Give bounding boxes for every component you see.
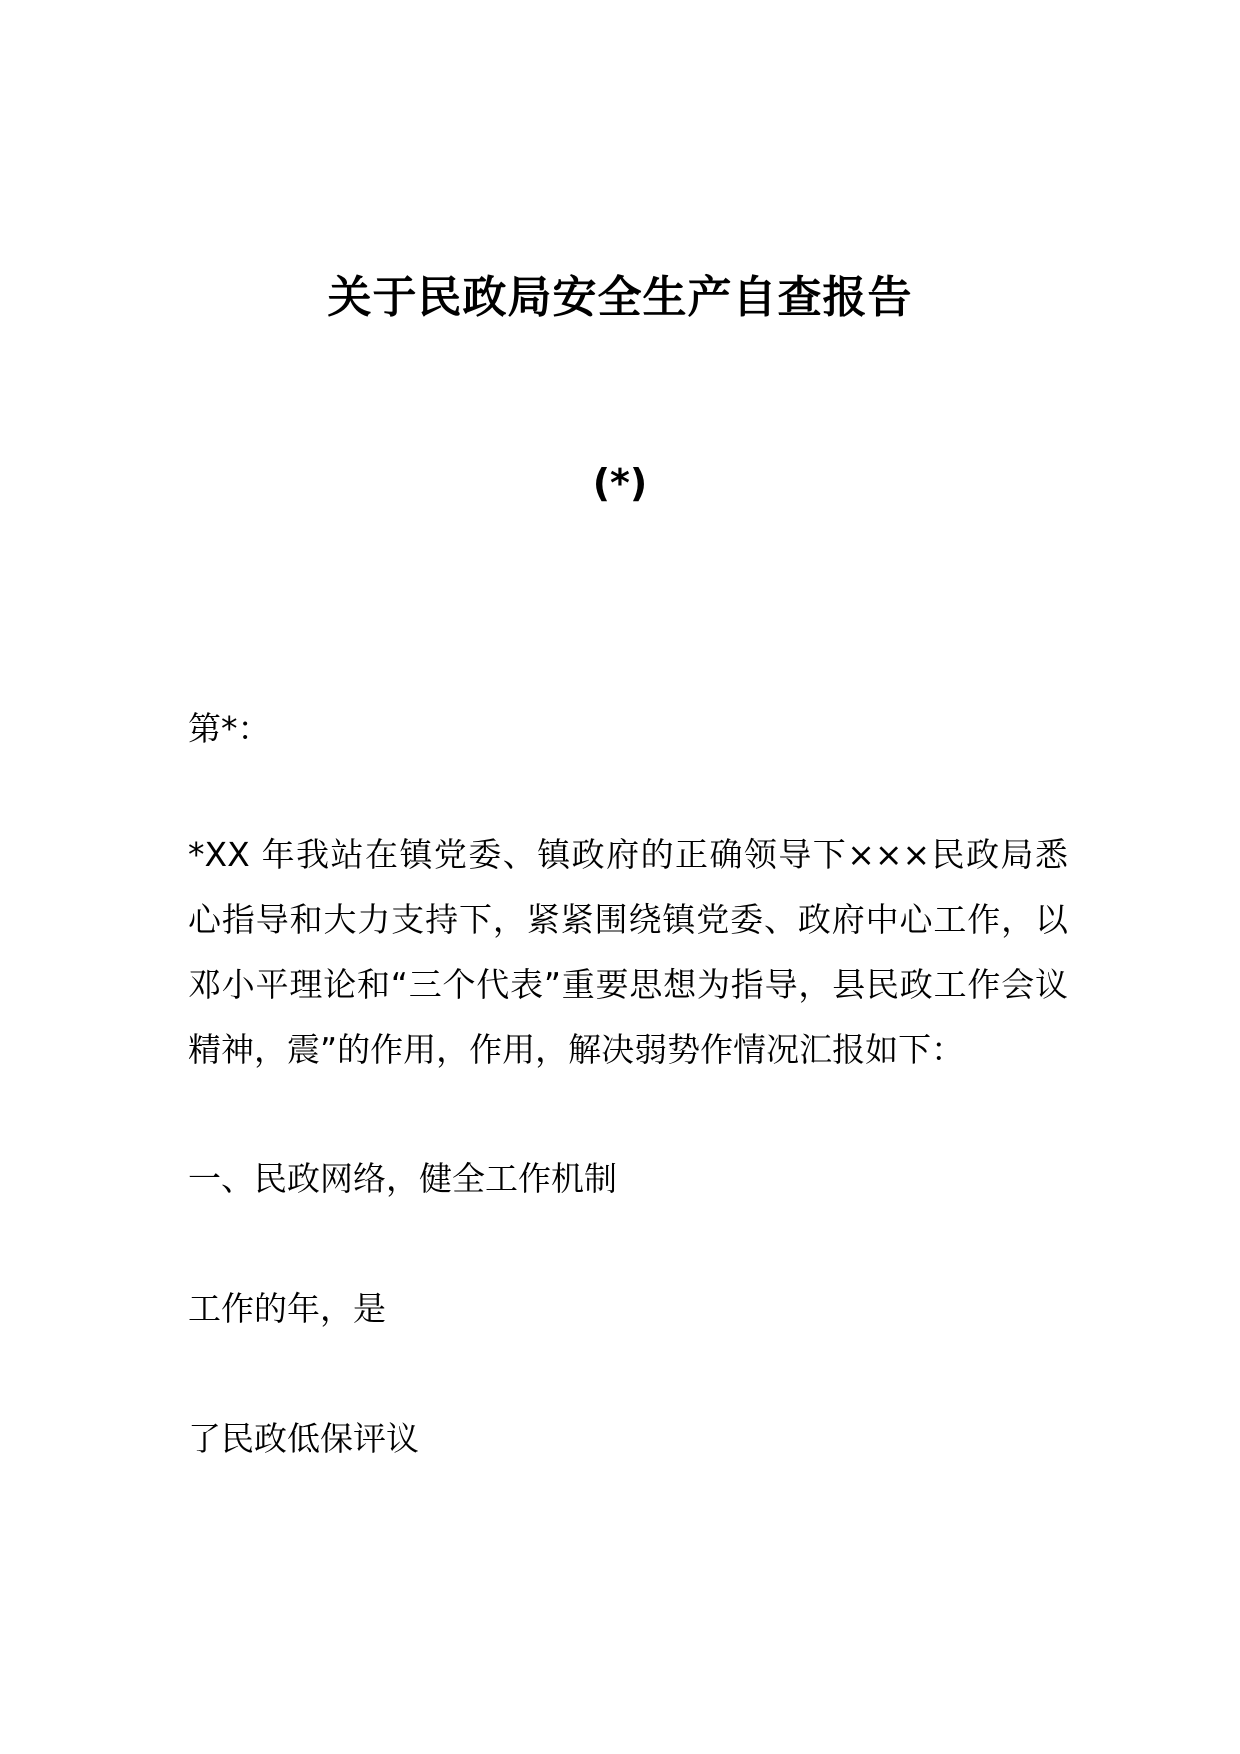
salutation: 第*： [188, 709, 271, 748]
paragraph-2: 工作的年，是 [188, 1289, 386, 1328]
document-subtitle: (*) [592, 461, 648, 505]
document-title: 关于民政局安全生产自查报告 [327, 272, 913, 323]
intro-paragraph: *XX 年我站在镇党委、镇政府的正确领导下×××民政局悉心指导和大力支持下，紧紧围绕镇党委、政府中心工作，以邓小平理论和“三个代表”重要思想为指导，县民政工作会议精神，震”的作用，作用，解决弱势作情况汇报如下： [188, 835, 1068, 1069]
paragraph-3: 了民政低保评议 [188, 1419, 419, 1458]
section-heading: 一、民政网络，健全工作机制 [188, 1159, 617, 1198]
